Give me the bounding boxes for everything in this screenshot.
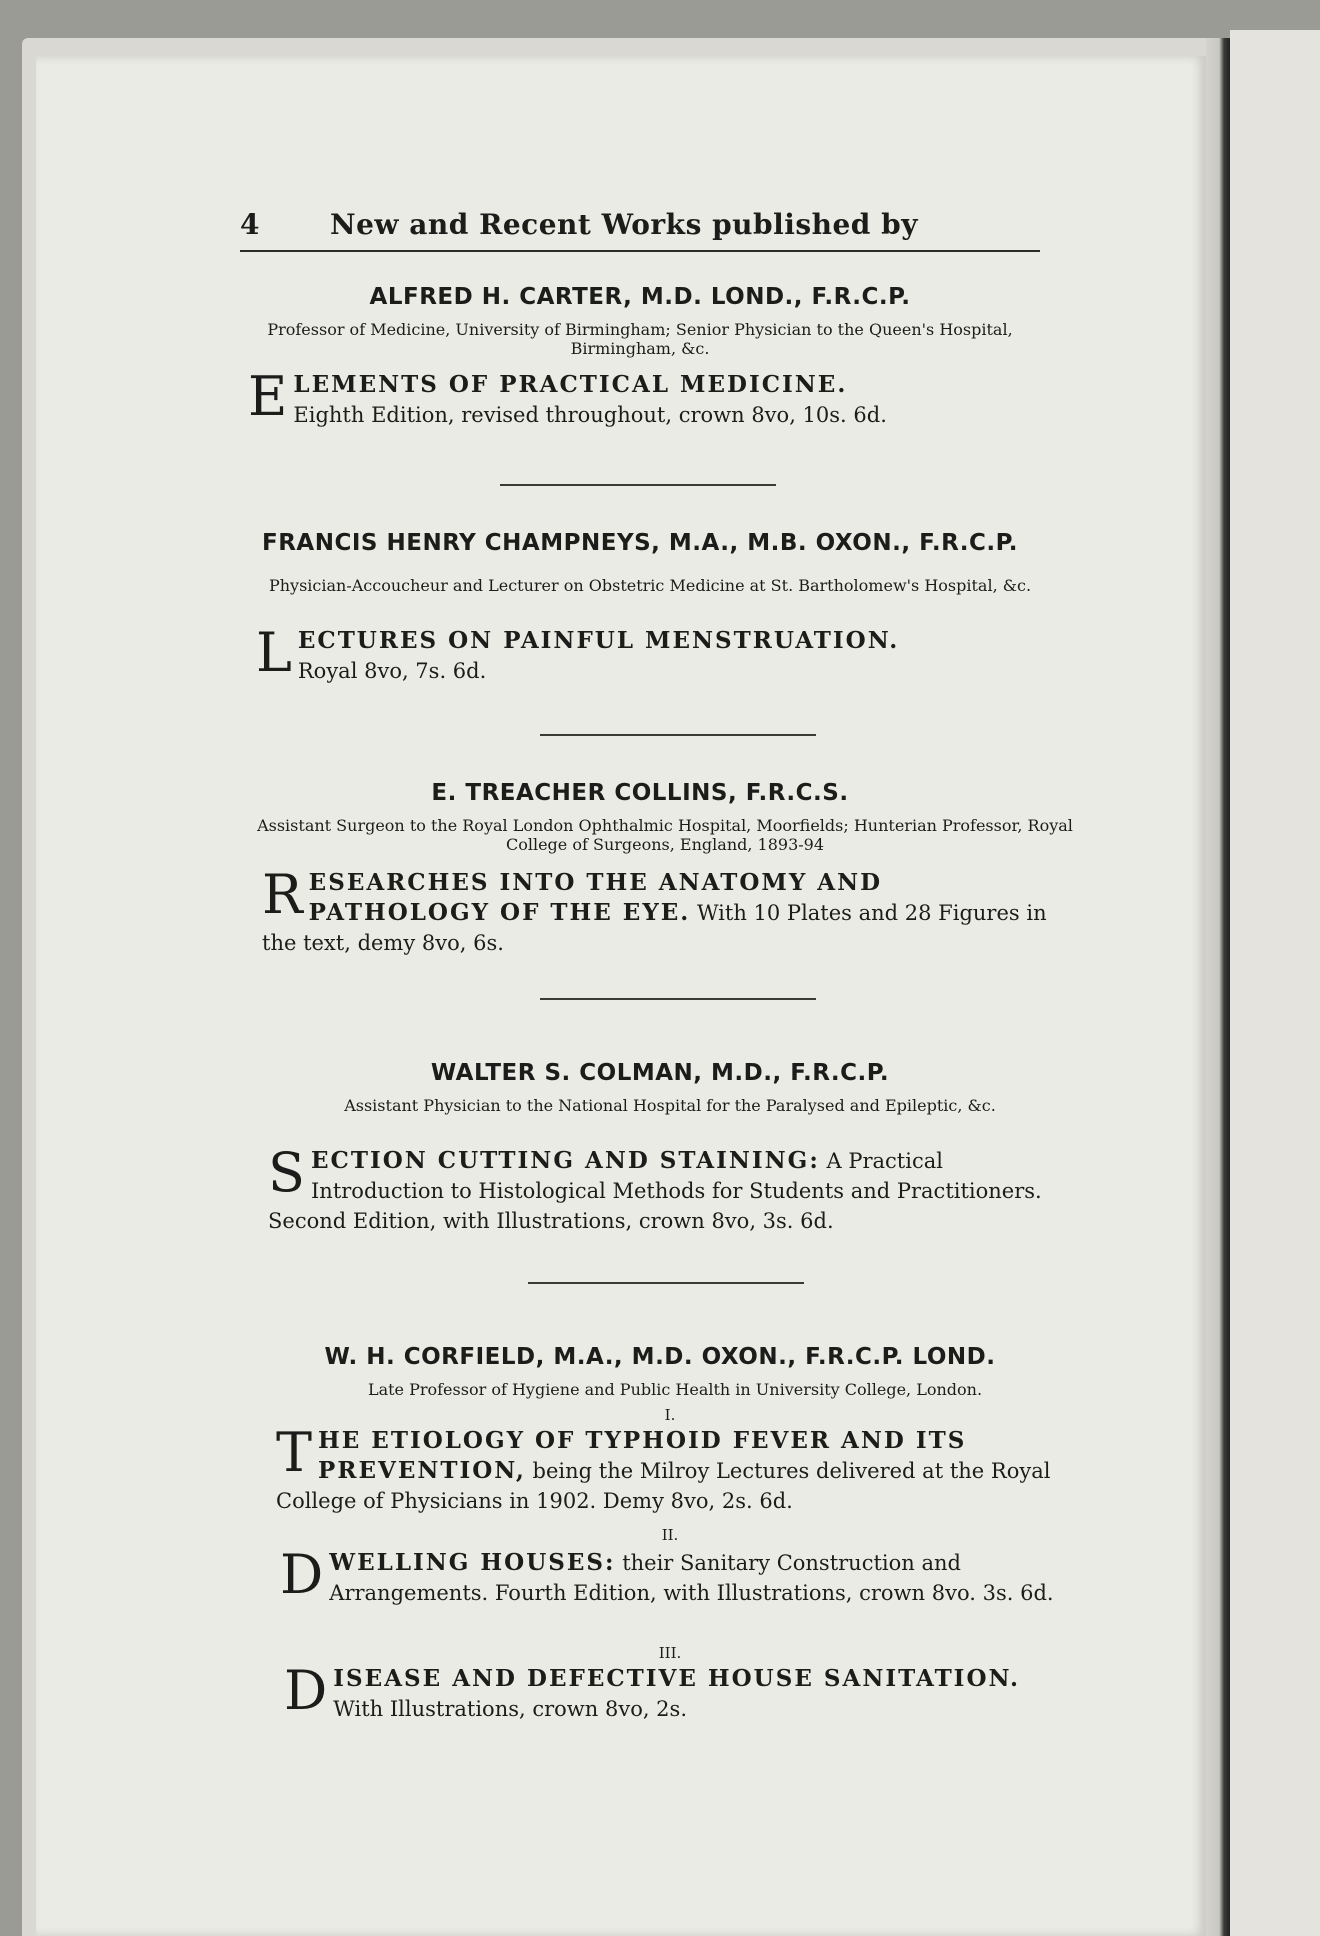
drop-cap: E <box>248 365 288 428</box>
page-number: 4 <box>240 208 260 241</box>
work-title: ESEARCHES INTO THE ANATOMY AND PATHOLOGY OF THE EYE. <box>308 869 883 926</box>
work-entry <box>248 365 1068 430</box>
section-divider <box>540 734 816 736</box>
running-title: New and Recent Works published by <box>330 208 918 241</box>
work-details: Eighth Edition, revised throughout, crown 8vo, 10s. 6d. <box>293 403 887 427</box>
author-name: W. H. CORFIELD, M.A., M.D. OXON., F.R.C.P. LOND. <box>324 1344 996 1370</box>
work-entry <box>256 621 1076 686</box>
author-name: WALTER S. COLMAN, M.D., F.R.C.P. <box>430 1060 890 1086</box>
work-details: With Illustrations, crown 8vo, 2s. <box>333 1697 687 1721</box>
author-name: ALFRED H. CARTER, M.D. LOND., F.R.C.P. <box>369 284 911 310</box>
author-description: Assistant Physician to the National Hospital for the Paralysed and Epileptic, &c. <box>344 1096 996 1115</box>
drop-cap: D <box>280 1543 324 1606</box>
work-details: With 10 Plates and 28 Figures in the text, demy 8vo, 6s. <box>262 901 1047 955</box>
drop-cap: L <box>256 621 292 684</box>
work-entry <box>262 863 1070 958</box>
author-description: Professor of Medicine, University of Birmingham; Senior Physician to the Queen's Hospital, Birmingham, &c. <box>267 320 1013 358</box>
author-name: E. TREACHER COLLINS, F.R.C.S. <box>431 780 849 806</box>
author-description: Physician-Accoucheur and Lecturer on Obstetric Medicine at St. Bartholomew's Hospital, &c. <box>268 576 1032 595</box>
author-description: Late Professor of Hygiene and Public Health in University College, London. <box>367 1380 983 1399</box>
drop-cap: D <box>284 1659 328 1722</box>
drop-cap: T <box>276 1421 313 1484</box>
work-details: A Practical Introduction to Histological Methods for Students and Practitioners. Second Edition, with Illustrations, crown 8vo, 3s. 6d. <box>268 1149 1042 1233</box>
work-title: ISEASE AND DEFECTIVE HOUSE SANITATION. <box>333 1665 1021 1692</box>
work-title: ECTURES ON PAINFUL MENSTRUATION. <box>297 627 900 654</box>
running-header <box>240 208 1040 241</box>
work-details: Royal 8vo, 7s. 6d. <box>297 659 487 683</box>
work-numeral: I. <box>664 1406 676 1424</box>
author-description: Assistant Surgeon to the Royal London Ophthalmic Hospital, Moorfields; Hunterian Professor, Royal College of Surgeons, England, 1893-94 <box>257 816 1073 854</box>
section-divider <box>528 1282 804 1284</box>
work-title: HE ETIOLOGY OF TYPHOID FEVER AND ITS PREVENTION, <box>318 1427 967 1484</box>
header-rule <box>240 250 1040 252</box>
work-title: LEMENTS OF PRACTICAL MEDICINE. <box>293 371 848 398</box>
work-entry <box>268 1141 1074 1236</box>
work-numeral: III. <box>658 1644 682 1662</box>
section-divider <box>540 998 816 1000</box>
work-title: ECTION CUTTING AND STAINING: <box>311 1147 820 1174</box>
work-details: their Sanitary Construction and Arrangements. Fourth Edition, with Illustrations, crown 8vo. 3s. 6d. <box>329 1551 1054 1605</box>
work-numeral: II. <box>661 1526 679 1544</box>
drop-cap: S <box>268 1141 305 1204</box>
work-entry <box>284 1659 1084 1724</box>
work-entry <box>280 1543 1080 1608</box>
work-title: WELLING HOUSES: <box>329 1549 616 1576</box>
section-divider <box>500 484 776 486</box>
work-entry <box>276 1421 1076 1516</box>
author-name: FRANCIS HENRY CHAMPNEYS, M.A., M.B. OXON., F.R.C.P. <box>262 530 1018 556</box>
drop-cap: R <box>262 863 303 926</box>
work-details: being the Milroy Lectures delivered at the Royal College of Physicians in 1902. Demy 8vo, 2s. 6d. <box>276 1459 1051 1513</box>
